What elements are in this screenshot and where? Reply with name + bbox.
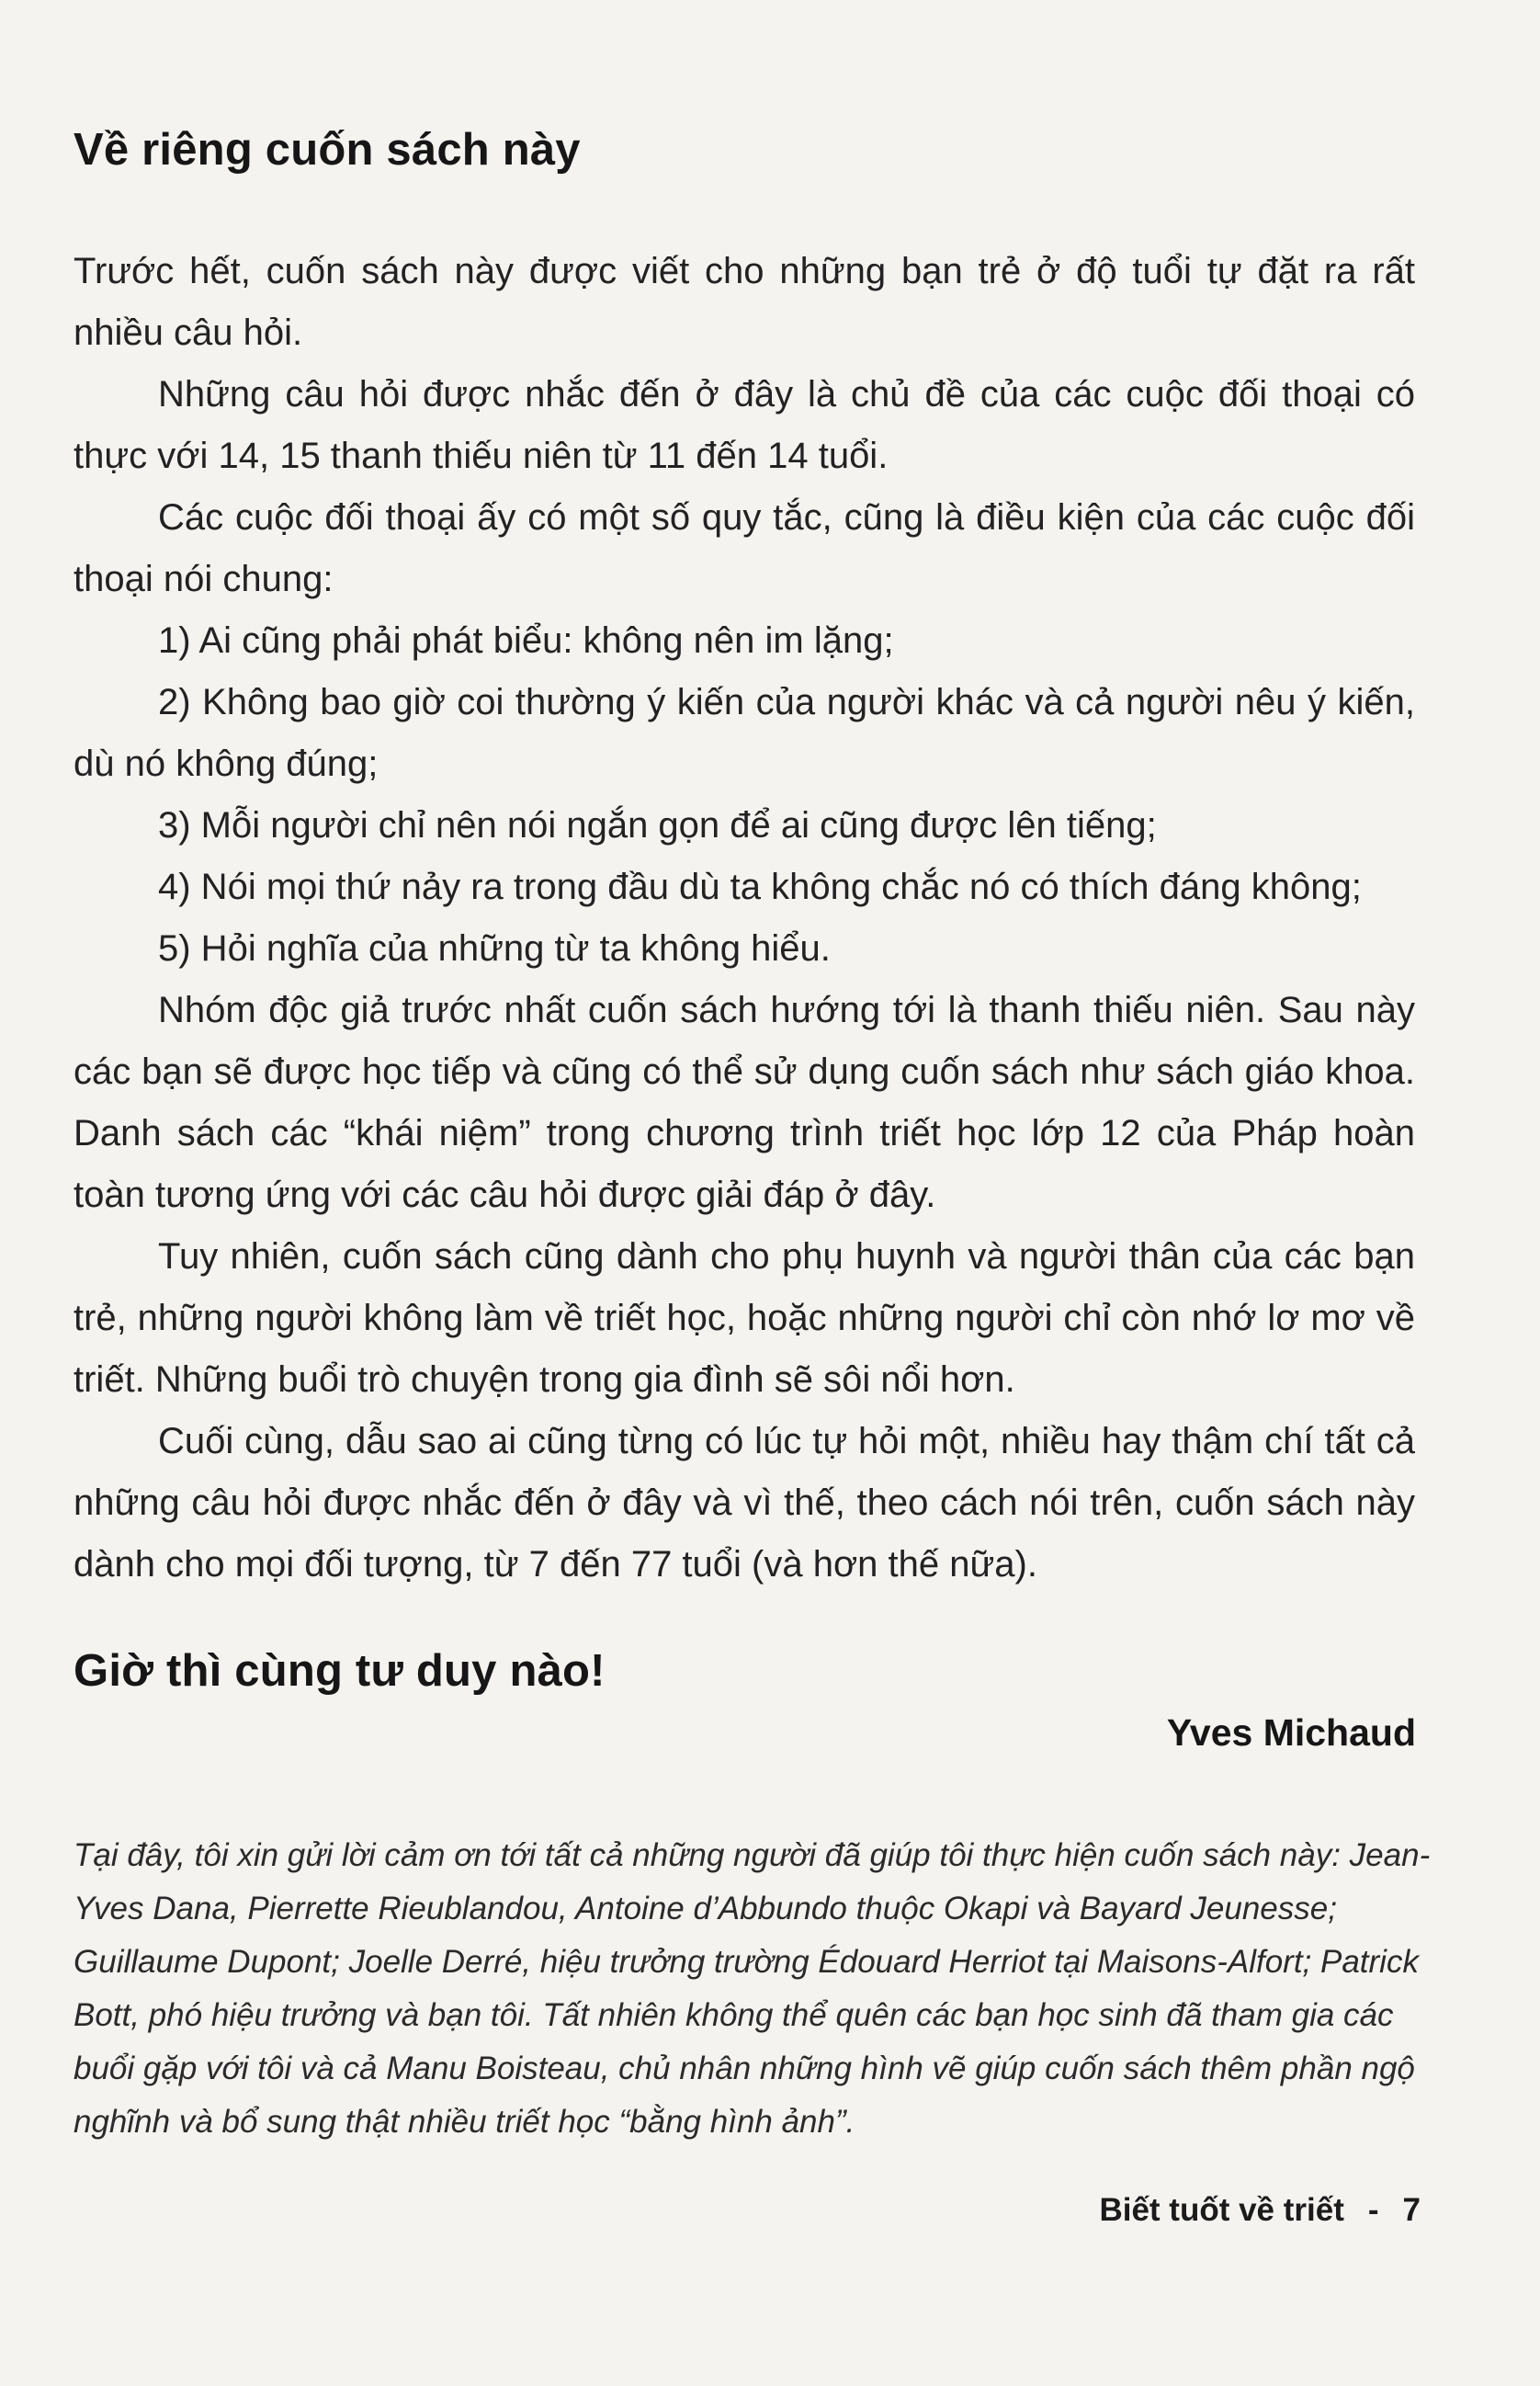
paragraph: Tuy nhiên, cuốn sách cũng dành cho phụ huynh và người thân của các bạn trẻ, những người không làm về triết học, hoặc những người chỉ còn nhớ lơ mơ về triết. Những buổi trò chuyện trong gia đình sẽ sôi nổi hơn. <box>74 1236 1415 1400</box>
paragraph: Cuối cùng, dẫu sao ai cũng từng có lúc tự hỏi một, nhiều hay thậm chí tất cả những câu hỏi được nhắc đến ở đây và vì thế, theo cách nói trên, cuốn sách này dành cho mọi đối tượng, từ 7 đến 77 tuổi (và hơn thế nữa). <box>74 1421 1415 1585</box>
paragraph: Những câu hỏi được nhắc đến ở đây là chủ đề của các cuộc đối thoại có thực với 14, 15 thanh thiếu niên từ 11 đến 14 tuổi. <box>74 374 1415 476</box>
page-number: 7 <box>1402 2192 1421 2228</box>
section-title: Về riêng cuốn sách này <box>74 125 581 175</box>
running-title: Biết tuốt về triết <box>1099 2192 1344 2228</box>
author-name: Yves Michaud <box>1166 1711 1416 1754</box>
paragraph: Các cuộc đối thoại ấy có một số quy tắc, cũng là điều kiện của các cuộc đối thoại nói chung: <box>74 497 1415 599</box>
page-footer <box>1099 2192 1421 2229</box>
acknowledgement-text: Tại đây, tôi xin gửi lời cảm ơn tới tất cả những người đã giúp tôi thực hiện cuốn sách này: Jean-Yves Dana, Pierrette Rieublandou, Antoine d’Abbundo thuộc Okapi và Bayard Jeunesse; Guillaume Dupont; Joelle Derré, hiệu trưởng trường Édouard Herriot tại Maisons-Alfort; Patrick Bott, phó hiệu trưởng và bạn tôi. Tất nhiên không thể quên các bạn học sinh đã tham gia các buổi gặp với tôi và cả Manu Boisteau, chủ nhân những hình vẽ giúp cuốn sách thêm phần ngộ nghĩnh và bổ sung thật nhiều triết học “bằng hình ảnh”. <box>74 1837 1431 2140</box>
rule-item: 5) Hỏi nghĩa của những từ ta không hiểu. <box>158 928 831 969</box>
closing-title: Giờ thì cùng tư duy nào! <box>74 1646 606 1696</box>
paragraph: Trước hết, cuốn sách này được viết cho những bạn trẻ ở độ tuổi tự đặt ra rất nhiều câu hỏi. <box>74 251 1415 353</box>
rule-item: 2) Không bao giờ coi thường ý kiến của người khác và cả người nêu ý kiến, dù nó không đúng; <box>74 682 1415 784</box>
rule-item: 4) Nói mọi thứ nảy ra trong đầu dù ta không chắc nó có thích đáng không; <box>158 867 1362 907</box>
rule-item: 3) Mỗi người chỉ nên nói ngắn gọn để ai cũng được lên tiếng; <box>158 805 1157 846</box>
rule-item: 1) Ai cũng phải phát biểu: không nên im lặng; <box>158 620 894 661</box>
footer-separator: - <box>1367 2192 1379 2228</box>
body-text <box>74 241 1415 1596</box>
paragraph: Nhóm độc giả trước nhất cuốn sách hướng tới là thanh thiếu niên. Sau này các bạn sẽ được học tiếp và cũng có thể sử dụng cuốn sách như sách giáo khoa. Danh sách các “khái niệm” trong chương trình triết học lớp 12 của Pháp hoàn toàn tương ứng với các câu hỏi được giải đáp ở đây. <box>74 990 1415 1215</box>
